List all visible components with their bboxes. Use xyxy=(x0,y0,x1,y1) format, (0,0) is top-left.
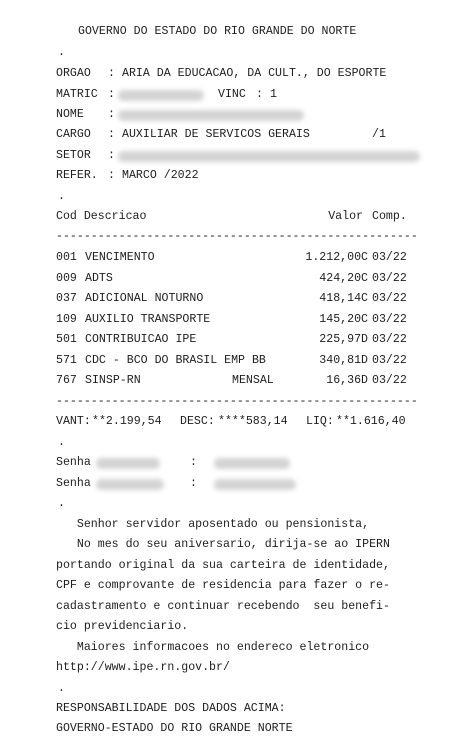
footer-government: GOVERNO-ESTADO DO RIO GRANDE NORTE xyxy=(56,722,293,735)
vinc-value: 1 xyxy=(270,88,277,101)
notice-line: No mes do seu aniversario, dirija-se ao IPERN xyxy=(56,538,390,551)
column-header-cod-descricao: Cod Descricao xyxy=(56,210,147,223)
row-competence: 03/22 xyxy=(372,251,407,264)
refer-value: MARCO /2022 xyxy=(122,169,199,182)
row-description: AUXILIO TRANSPORTE xyxy=(85,313,211,326)
table-separator: ---------------------------------------------------- xyxy=(56,230,418,243)
orgao-value: ARIA DA EDUCACAO, DA CULT., DO ESPORTE xyxy=(122,67,387,80)
redacted-senha-name xyxy=(96,458,160,469)
liq-label: LIQ: xyxy=(306,415,334,428)
senha-label: Senha xyxy=(56,456,91,469)
desc-value: ****583,14 xyxy=(218,415,288,428)
matric-label: MATRIC xyxy=(56,88,98,101)
notice-line: cadastramento e continuar recebendo seu benefi- xyxy=(56,600,390,613)
row-value: 225,97D xyxy=(319,333,368,346)
matric-separator: : xyxy=(108,88,115,101)
row-competence: 03/22 xyxy=(372,313,407,326)
row-code: 571 xyxy=(56,354,77,367)
notice-line: cio previdenciario. xyxy=(56,620,189,633)
row-code: 501 xyxy=(56,333,77,346)
refer-label: REFER. xyxy=(56,169,98,182)
refer-separator: : xyxy=(108,169,115,182)
spacer-dot: . xyxy=(58,682,65,695)
row-competence: 03/22 xyxy=(372,272,407,285)
row-value: 1.212,00C xyxy=(305,251,368,264)
spacer-dot: . xyxy=(58,497,65,510)
row-value: 340,81D xyxy=(319,354,368,367)
row-value: 16,36D xyxy=(326,374,368,387)
row-code: 009 xyxy=(56,272,77,285)
cargo-value: AUXILIAR DE SERVICOS GERAIS xyxy=(122,128,310,141)
redacted-senha-value xyxy=(214,458,290,469)
redacted-setor xyxy=(118,151,420,162)
vinc-label: VINC xyxy=(218,88,246,101)
notice-line: CPF e comprovante de residencia para fazer o re- xyxy=(56,579,390,592)
notice-line: Maiores informacoes no endereco eletronico xyxy=(56,641,370,654)
senha-separator: : xyxy=(190,477,197,490)
cargo-label: CARGO xyxy=(56,128,91,141)
notice-line: Senhor servidor aposentado ou pensionista, xyxy=(56,518,370,531)
row-description: CONTRIBUICAO IPE xyxy=(85,333,197,346)
row-code: 037 xyxy=(56,292,77,305)
orgao-label: ORGAO xyxy=(56,67,91,80)
row-frequency: MENSAL xyxy=(232,374,274,387)
redacted-senha-value xyxy=(214,479,296,490)
nome-label: NOME xyxy=(56,108,84,121)
desc-label: DESC: xyxy=(180,415,215,428)
row-competence: 03/22 xyxy=(372,333,407,346)
orgao-separator: : xyxy=(108,67,115,80)
setor-label: SETOR xyxy=(56,149,91,162)
column-header-comp: Comp. xyxy=(372,210,407,223)
row-code: 001 xyxy=(56,251,77,264)
senha-separator: : xyxy=(190,456,197,469)
row-description: SINSP-RN xyxy=(85,374,141,387)
row-competence: 03/22 xyxy=(372,354,407,367)
footer-responsibility: RESPONSABILIDADE DOS DADOS ACIMA: xyxy=(56,702,286,715)
row-description: CDC - BCO DO BRASIL EMP BB xyxy=(85,354,266,367)
row-description: ADICIONAL NOTURNO xyxy=(85,292,204,305)
document-title: GOVERNO DO ESTADO DO RIO GRANDE DO NORTE xyxy=(78,25,357,38)
cargo-separator: : xyxy=(108,128,115,141)
spacer-dot: . xyxy=(58,436,65,449)
row-value: 145,20C xyxy=(319,313,368,326)
row-description: ADTS xyxy=(85,272,113,285)
setor-separator: : xyxy=(108,149,115,162)
row-code: 767 xyxy=(56,374,77,387)
row-competence: 03/22 xyxy=(372,292,407,305)
table-separator: ---------------------------------------------------- xyxy=(56,395,418,408)
spacer-dot: . xyxy=(58,46,65,59)
spacer-dot: . xyxy=(58,190,65,203)
row-value: 424,20C xyxy=(319,272,368,285)
nome-separator: : xyxy=(108,108,115,121)
senha-label: Senha xyxy=(56,477,91,490)
redacted-senha-name xyxy=(96,479,164,490)
vant-value: **2.199,54 xyxy=(92,415,162,428)
row-value: 418,14C xyxy=(319,292,368,305)
vant-label: VANT: xyxy=(56,415,91,428)
liq-value: **1.616,40 xyxy=(336,415,406,428)
row-code: 109 xyxy=(56,313,77,326)
column-header-valor: Valor xyxy=(328,210,363,223)
vinc-separator: : xyxy=(256,88,263,101)
redacted-matric xyxy=(118,90,204,101)
cargo-suffix: /1 xyxy=(372,128,386,141)
redacted-nome xyxy=(118,110,304,121)
website-url: http://www.ipe.rn.gov.br/ xyxy=(56,661,230,674)
row-competence: 03/22 xyxy=(372,374,407,387)
notice-line: portando original da sua carteira de identidade, xyxy=(56,559,390,572)
row-description: VENCIMENTO xyxy=(85,251,155,264)
